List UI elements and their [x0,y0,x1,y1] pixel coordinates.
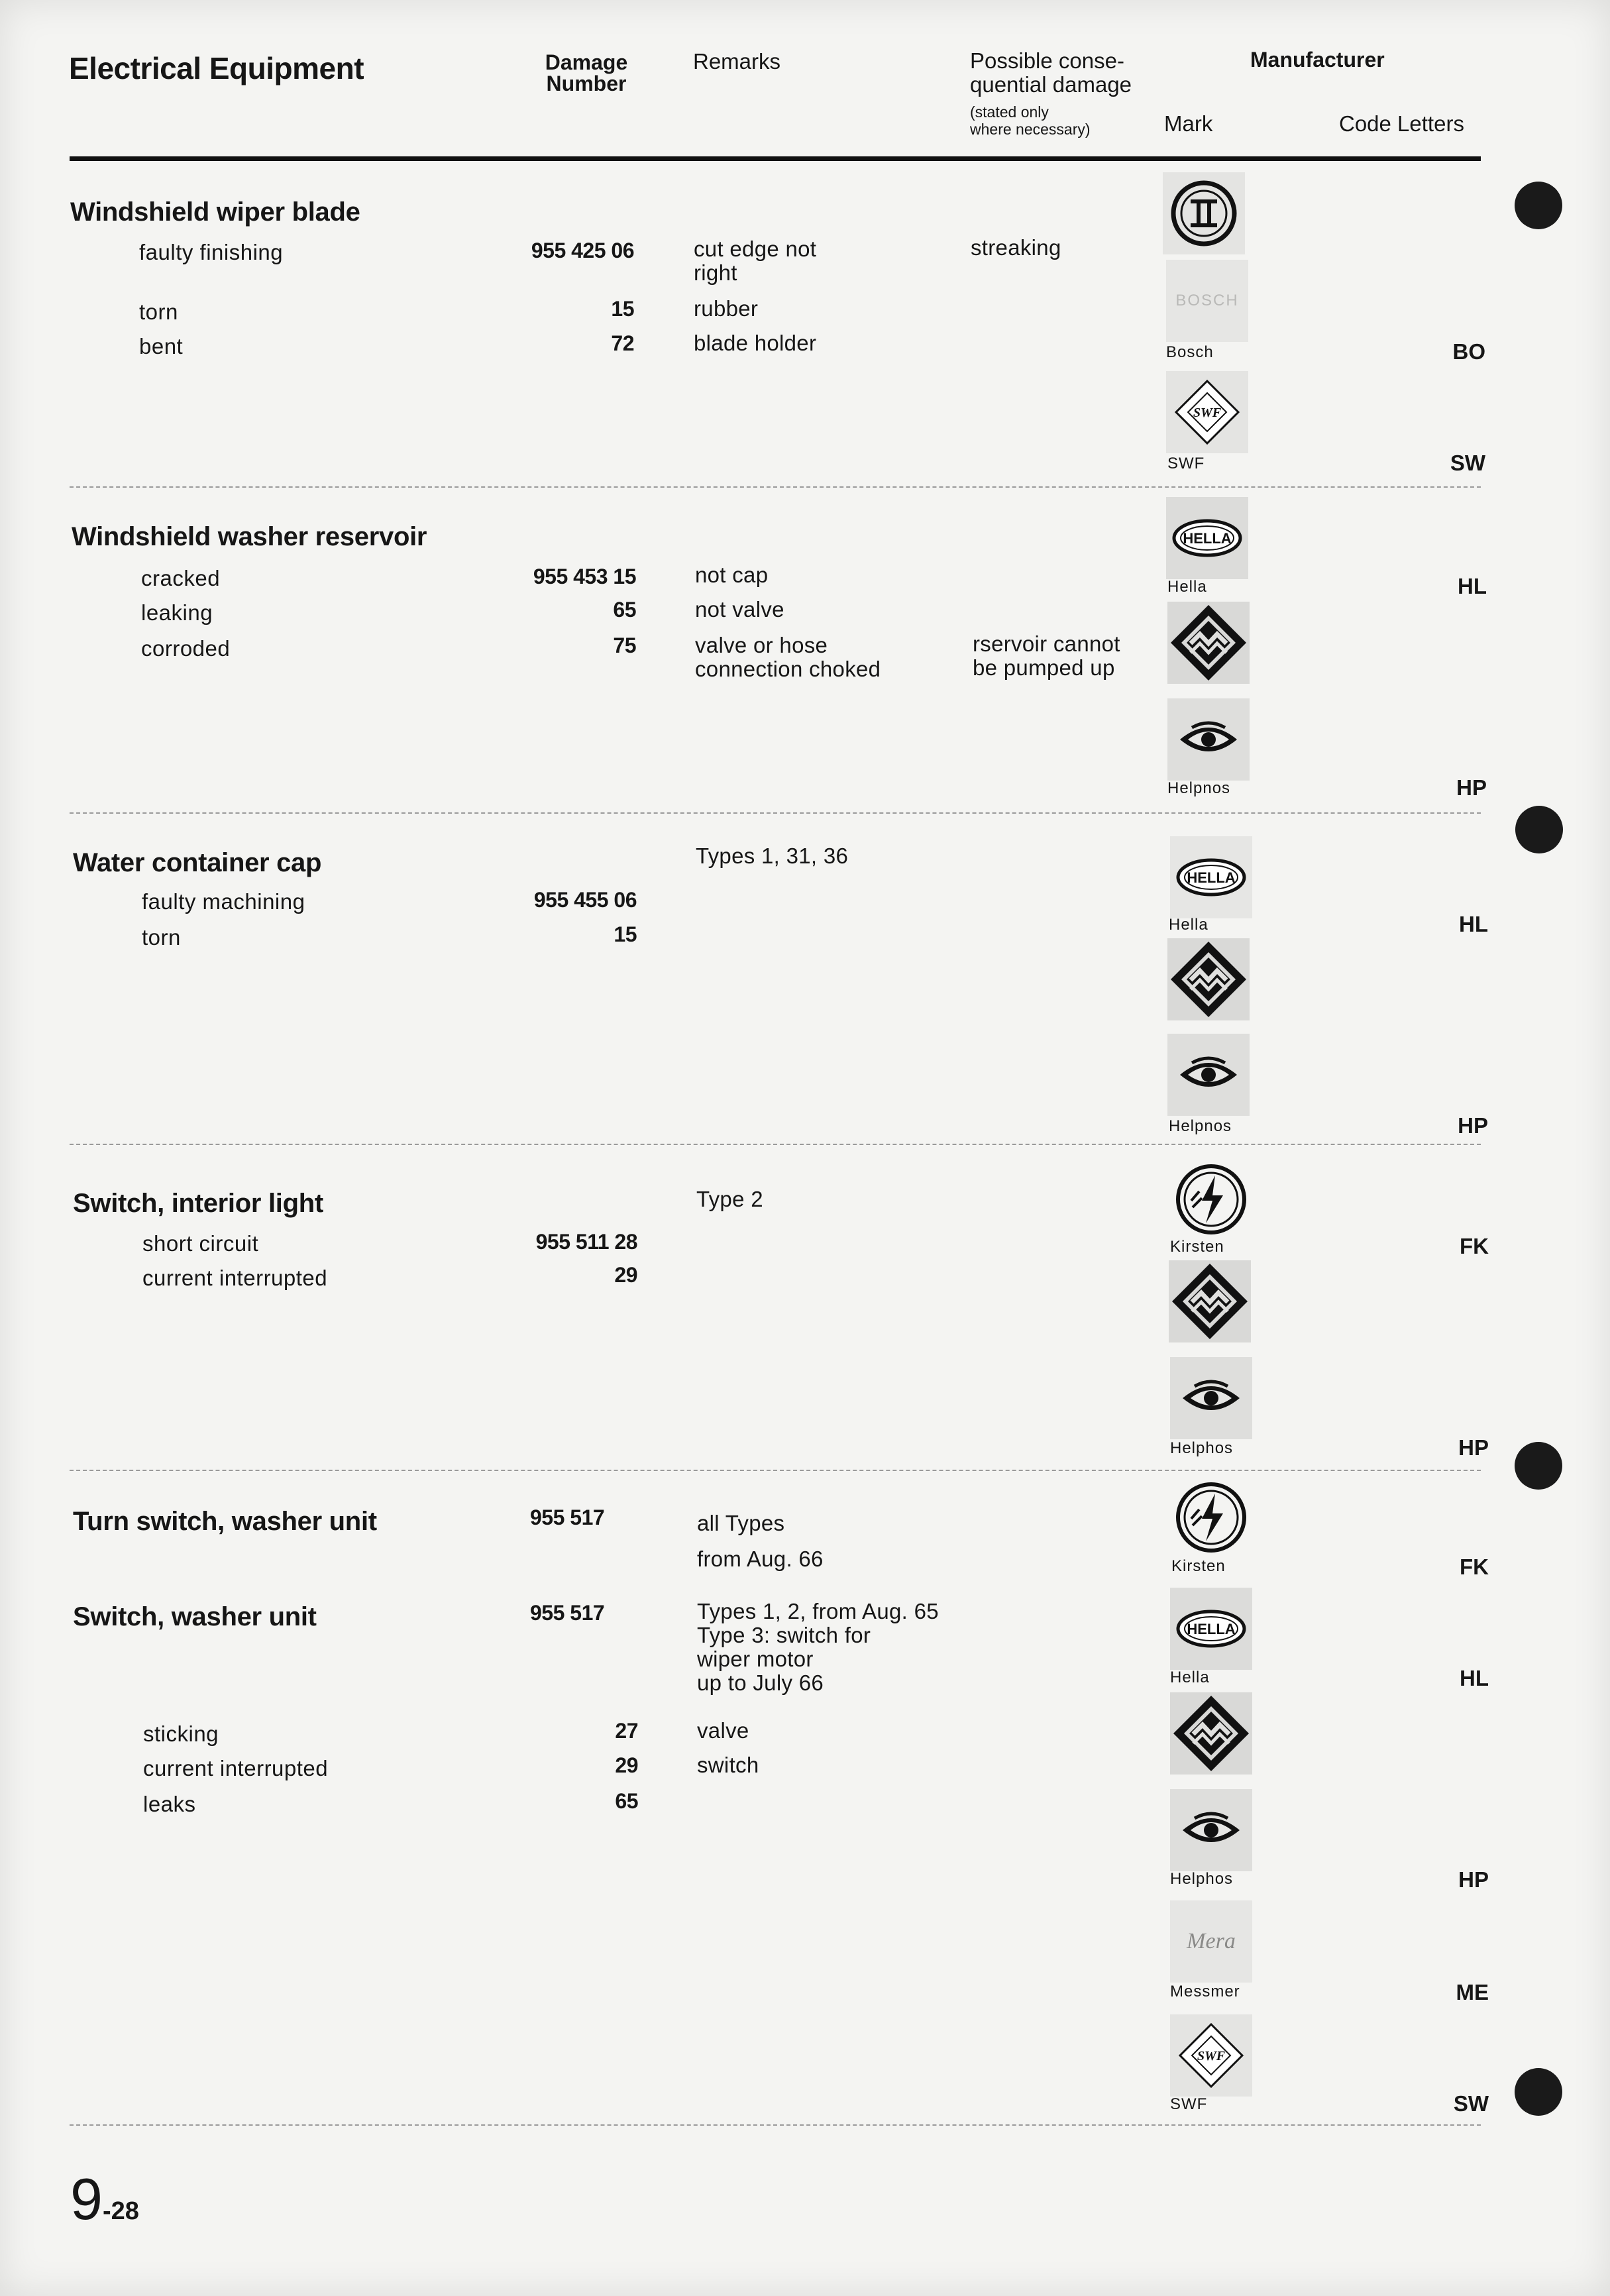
header-rule [70,156,1481,161]
mark-name-kirsten: Kirsten [1170,1238,1224,1256]
item-label: torn [142,925,181,950]
wave-diamond-logo-icon [1170,1692,1252,1775]
section-divider [70,812,1481,814]
code-letters-hella: HL [1459,912,1488,936]
wave-diamond-logo-icon [1169,1260,1251,1342]
helphos-eye-logo-icon [1167,1034,1250,1116]
remark: all Types from Aug. 66 [697,1511,824,1571]
hella-oval-logo-icon [1166,497,1248,579]
ring-logo-icon [1163,172,1245,254]
kirsten-bolt-logo-icon [1170,1158,1252,1240]
item-label: cracked [141,566,221,590]
item-label: sticking [143,1722,219,1746]
swf-logo-text: SWF [1193,406,1222,420]
punch-hole [1515,2068,1562,2116]
item-label: current interrupted [143,1756,329,1780]
group-title-cap: Water container cap [73,848,322,877]
helphos-eye-logo-icon [1170,1357,1252,1439]
damage-number: 29 [615,1753,638,1777]
code-letters-messmer: ME [1456,1980,1489,2004]
damage-number: 15 [614,922,637,946]
section-divider [70,1144,1481,1145]
item-label: leaks [143,1792,196,1816]
code-letters-hella: HL [1460,1666,1489,1690]
damage-number: 65 [615,1789,638,1813]
punch-hole [1515,1442,1562,1490]
remark: valve or hose connection choked [695,633,881,681]
code-letters-swf: SW [1450,451,1485,475]
code-letters-kirsten: FK [1460,1234,1489,1258]
manufacturer-header: Manufacturer [1250,48,1385,72]
remark: not valve [695,597,784,622]
wave-diamond-logo-icon [1167,938,1250,1020]
group-title-interior: Switch, interior light [73,1189,323,1218]
footer-divider [70,2124,1481,2126]
damage-number: 29 [614,1263,637,1287]
item-label: faulty machining [142,889,305,914]
mark-name-helpnos: Helpnos [1169,1117,1232,1135]
mark-name-swf: SWF [1167,455,1205,472]
damage-number: 955 511 28 [535,1230,637,1254]
code-letters-bosch: BO [1452,339,1485,364]
code-letters-helphos: HP [1458,1867,1489,1892]
group-title-washer-switch: Switch, washer unit [73,1602,317,1631]
remark: not cap [695,563,769,587]
mark-name-swf: SWF [1170,2095,1208,2113]
hella-logo-text: HELLA [1187,869,1236,886]
messmer-logo-text: Mera [1187,1929,1236,1953]
damage-number: 72 [611,331,634,355]
damage-number: 955 517 [530,1505,605,1529]
stated-only-note: (stated only where necessary) [970,103,1091,138]
page-number-main: 9 [70,2166,103,2232]
mark-name-hella: Hella [1167,578,1207,596]
hella-oval-logo-icon [1170,1588,1252,1670]
item-label: corroded [141,636,231,661]
consequence: streaking [971,235,1061,260]
remark: Type 2 [696,1187,763,1211]
code-letters-helphos: HP [1456,775,1487,800]
remarks-header: Remarks [693,49,781,74]
code-letters-helphos: HP [1458,1435,1489,1460]
mark-name-hella: Hella [1169,916,1208,934]
group-title-wiper: Windshield wiper blade [70,197,360,227]
damage-number: 15 [611,297,634,321]
remark: rubber [694,296,759,321]
code-letters-swf: SW [1453,2091,1489,2116]
section-divider [70,1470,1481,1471]
messmer-script-logo-icon [1170,1900,1252,1983]
item-label: leaking [141,600,213,625]
wave-diamond-logo-icon [1167,602,1250,684]
swf-diamond-logo-icon [1170,2014,1252,2097]
page-title: Electrical Equipment [69,51,364,85]
damage-number: 955 517 [530,1601,605,1625]
mark-name-hella: Hella [1170,1668,1210,1686]
punch-hole [1515,806,1563,853]
code-letters-header: Code Letters [1339,111,1464,136]
remark: valve [697,1718,749,1743]
damage-number-header: Damage Number [545,50,628,95]
mark-name-helphos: Helphos [1170,1870,1234,1888]
consequential-header: Possible conse- quential damage [970,48,1132,97]
code-letters-hella: HL [1458,574,1487,598]
page-number-sub: -28 [102,2197,139,2225]
damage-number: 955 455 06 [533,888,637,912]
bosch-logo-icon [1166,260,1248,342]
damage-number: 75 [613,633,636,657]
hella-oval-logo-icon [1170,836,1252,918]
helphos-eye-logo-icon [1167,698,1250,781]
hella-logo-text: HELLA [1187,1621,1236,1637]
group-title-turn-switch: Turn switch, washer unit [73,1507,377,1536]
bosch-logo-text: BOSCH [1175,292,1239,309]
code-letters-kirsten: FK [1460,1555,1489,1579]
mark-name-kirsten: Kirsten [1171,1557,1226,1575]
group-title-reservoir: Windshield washer reservoir [72,522,427,551]
kirsten-bolt-logo-icon [1170,1476,1252,1558]
damage-number: 955 425 06 [531,239,634,262]
damage-number: 27 [615,1719,638,1743]
hella-logo-text: HELLA [1183,530,1232,547]
mark-name-helpnos: Helpnos [1167,779,1231,797]
page-number [70,2165,139,2233]
code-letters-helphos: HP [1458,1113,1488,1138]
mark-name-bosch: Bosch [1166,343,1214,361]
remark: blade holder [694,331,817,355]
item-label: short circuit [142,1231,259,1256]
helphos-eye-logo-icon [1170,1789,1252,1871]
mark-name-messmer: Messmer [1170,1983,1240,2000]
mark-header: Mark [1164,111,1213,136]
swf-diamond-logo-icon [1166,371,1248,453]
punch-hole [1515,182,1562,229]
remark: switch [697,1753,759,1777]
mark-name-helphos: Helphos [1170,1439,1234,1457]
damage-number: 65 [613,598,636,622]
item-label: torn [139,300,178,324]
damage-number: 955 453 15 [533,565,636,588]
remark: Types 1, 31, 36 [696,844,849,868]
item-label: bent [139,334,184,358]
item-label: current interrupted [142,1266,328,1290]
consequence: rservoir cannot be pumped up [973,631,1120,680]
remark: Types 1, 2, from Aug. 65 Type 3: switch for wiper motor up to July 66 [697,1599,939,1695]
swf-logo-text: SWF [1197,2049,1226,2063]
section-divider [70,486,1481,488]
remark: cut edge not right [694,237,817,285]
item-label: faulty finishing [139,240,284,264]
